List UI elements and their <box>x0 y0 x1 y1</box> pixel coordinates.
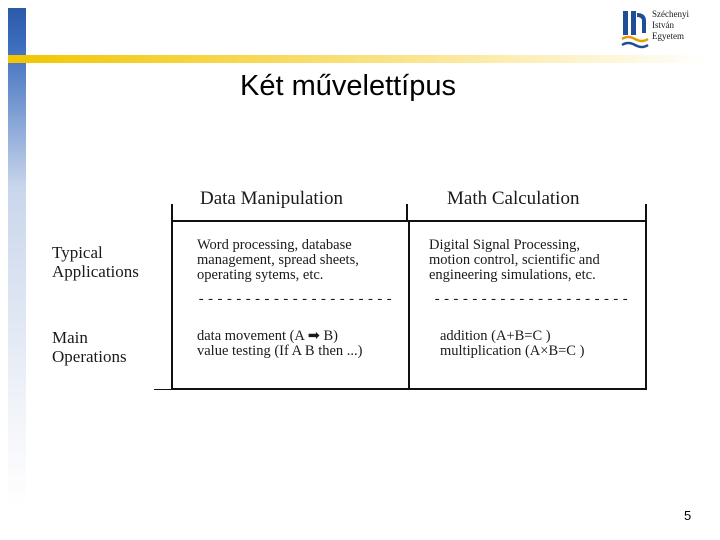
dashed-separator: --------------------- <box>197 292 395 308</box>
row-label-line: Typical <box>52 243 103 262</box>
cell-line: motion control, scientific and <box>429 252 600 268</box>
cell-typical-applications-math-calculation <box>429 238 600 283</box>
dashed-separator: --------------------- <box>433 292 631 308</box>
logo-text <box>652 9 689 42</box>
cell-line: value testing (If A B then ...) <box>197 343 363 359</box>
decorative-header-rule <box>8 55 708 63</box>
cell-typical-applications-data-manipulation <box>197 238 359 283</box>
cell-line: operating sytems, etc. <box>197 267 324 283</box>
column-header-data-manipulation: Data Manipulation <box>200 188 343 209</box>
cell-line: data movement (A ➡ B) <box>197 328 339 344</box>
cell-line: engineering simulations, etc. <box>429 267 596 283</box>
cell-line: Digital Signal Processing, <box>429 237 581 253</box>
row-label-main-operations <box>52 328 127 366</box>
logo-emblem-icon <box>620 7 650 51</box>
cell-line: management, spread sheets, <box>197 252 359 268</box>
row-label-line: Operations <box>52 347 127 366</box>
column-header-math-calculation: Math Calculation <box>447 188 580 209</box>
comparison-table-figure <box>40 180 660 400</box>
cell-line: Word processing, database <box>197 237 352 253</box>
cell-main-operations-data-manipulation <box>197 329 363 359</box>
decorative-side-bar <box>8 8 26 508</box>
cell-line: addition (A+B=C ) <box>440 328 551 344</box>
logo-line: Széchenyi <box>652 9 689 19</box>
column-divider <box>408 220 410 390</box>
page-number: 5 <box>684 508 692 523</box>
row-label-line: Main <box>52 328 88 347</box>
logo-line: István <box>652 20 674 30</box>
slide-title: Két művelettípus <box>240 70 456 102</box>
university-logo <box>620 7 710 51</box>
row-label-typical-applications <box>52 243 139 281</box>
table-base-line <box>154 389 172 390</box>
cell-main-operations-math-calculation <box>440 329 584 359</box>
row-label-line: Applications <box>52 262 139 281</box>
logo-line: Egyetem <box>652 31 684 41</box>
cell-line: multiplication (A×B=C ) <box>440 343 585 359</box>
